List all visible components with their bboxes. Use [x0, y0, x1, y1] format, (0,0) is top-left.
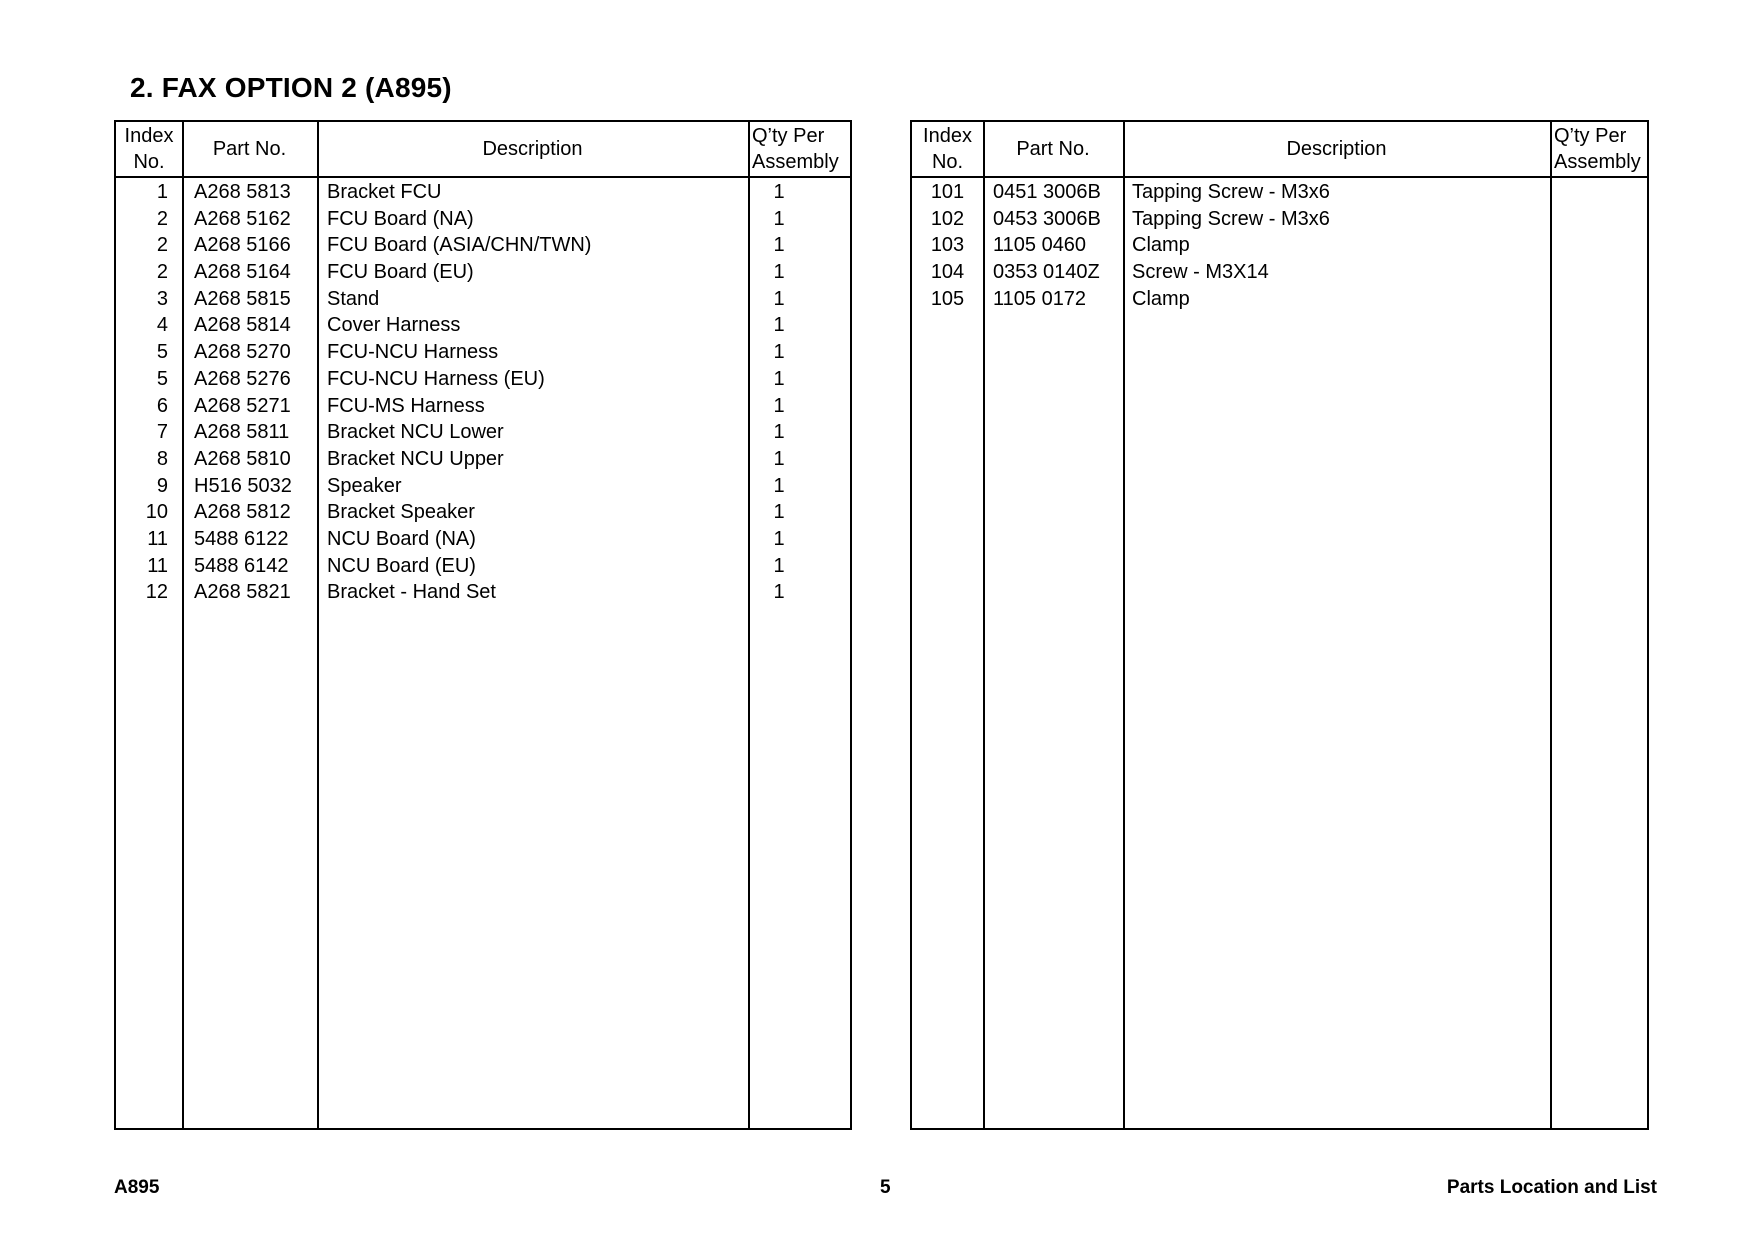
table-row [116, 473, 850, 500]
table-row [116, 446, 850, 473]
cell-description: Speaker [327, 474, 402, 497]
table-row [116, 393, 850, 420]
cell-index: 103 [930, 234, 965, 257]
cell-part-no: H516 5032 [194, 474, 292, 497]
cell-description: Bracket NCU Upper [327, 447, 504, 470]
cell-qty [1552, 286, 1647, 313]
cell-index: 104 [930, 261, 965, 284]
cell-index: 11 [147, 554, 168, 577]
cell-index: 11 [147, 527, 168, 550]
cell-index: 102 [930, 207, 965, 230]
header-part-no: Part No. [1016, 138, 1090, 160]
cell-index: 8 [156, 447, 168, 470]
cell-description: FCU-MS Harness [327, 394, 485, 417]
table-row [116, 206, 850, 233]
cell-description: NCU Board (NA) [327, 527, 476, 550]
cell-description: Clamp [1132, 287, 1190, 310]
cell-description: NCU Board (EU) [327, 554, 476, 577]
cell-description: Bracket - Hand Set [327, 581, 496, 604]
table-row [116, 366, 850, 393]
table-row [116, 232, 850, 259]
cell-part-no: A268 5270 [194, 341, 291, 364]
cell-description: Stand [327, 287, 380, 310]
cell-index: 1 [156, 181, 168, 203]
table-row [912, 179, 1647, 206]
footer-model: A895 [114, 1177, 160, 1198]
cell-description: Cover Harness [327, 314, 461, 337]
cell-qty [1552, 232, 1647, 259]
cell-description: Bracket NCU Lower [327, 421, 504, 444]
table-row [912, 259, 1647, 286]
cell-index: 2 [156, 261, 168, 284]
cell-qty: 1 [773, 527, 785, 550]
table-body-left [116, 179, 850, 606]
table-row [912, 206, 1647, 233]
cell-description: Screw - M3X14 [1132, 261, 1269, 284]
table-header [116, 122, 850, 178]
cell-description: FCU Board (ASIA/CHN/TWN) [327, 234, 592, 257]
cell-index: 7 [156, 421, 168, 444]
cell-description: Clamp [1132, 234, 1190, 257]
cell-part-no: 0353 0140Z [993, 261, 1100, 284]
cell-part-no: A268 5271 [194, 394, 291, 417]
table-row [116, 312, 850, 339]
cell-qty: 1 [773, 181, 785, 203]
cell-qty: 1 [773, 314, 785, 337]
cell-index: 3 [156, 287, 168, 310]
table-row [116, 579, 850, 606]
header-index: Index No. [923, 125, 972, 173]
cell-part-no: A268 5162 [194, 207, 291, 230]
cell-index: 101 [930, 181, 965, 203]
cell-index: 12 [145, 581, 168, 604]
cell-index: 2 [156, 207, 168, 230]
cell-description: Bracket FCU [327, 181, 442, 203]
cell-description: Bracket Speaker [327, 501, 475, 524]
cell-part-no: A268 5810 [194, 447, 291, 470]
parts-table-right [910, 120, 1649, 1130]
header-index: Index No. [124, 125, 174, 173]
cell-qty: 1 [773, 501, 785, 524]
table-row [116, 526, 850, 553]
cell-index: 4 [156, 314, 168, 337]
cell-qty: 1 [773, 341, 785, 364]
cell-part-no: A268 5276 [194, 367, 291, 390]
cell-part-no: A268 5814 [194, 314, 291, 337]
header-part-no: Part No. [212, 138, 287, 160]
cell-description: Tapping Screw - M3x6 [1132, 207, 1330, 230]
cell-description: FCU Board (NA) [327, 207, 474, 230]
cell-qty: 1 [773, 421, 785, 444]
cell-index: 105 [930, 287, 965, 310]
cell-qty: 1 [773, 447, 785, 470]
cell-qty: 1 [773, 261, 785, 284]
table-header [912, 122, 1647, 178]
cell-part-no: A268 5813 [194, 181, 291, 203]
cell-part-no: 0453 3006B [993, 207, 1101, 230]
table-row [116, 179, 850, 206]
cell-index: 5 [156, 341, 168, 364]
cell-qty [1552, 259, 1647, 286]
cell-index: 5 [156, 367, 168, 390]
cell-description: FCU-NCU Harness [327, 341, 499, 364]
table-body-right [912, 179, 1647, 312]
table-row [116, 419, 850, 446]
cell-part-no: A268 5164 [194, 261, 291, 284]
cell-part-no: 0451 3006B [993, 181, 1101, 203]
header-qty: Q’ty Per Assembly [752, 125, 839, 173]
table-row [116, 499, 850, 526]
cell-part-no: A268 5821 [194, 581, 291, 604]
cell-qty [1552, 179, 1647, 206]
cell-description: FCU Board (EU) [327, 261, 474, 284]
cell-part-no: 1105 0460 [993, 234, 1087, 257]
cell-index: 2 [156, 234, 168, 257]
cell-index: 9 [156, 474, 168, 497]
cell-qty: 1 [773, 474, 785, 497]
table-row [912, 286, 1647, 313]
table-row [116, 286, 850, 313]
header-description: Description [1286, 138, 1387, 160]
cell-qty: 1 [773, 394, 785, 417]
header-description: Description [482, 138, 583, 160]
page-title: 2. FAX OPTION 2 (A895) [130, 72, 452, 103]
cell-description: Tapping Screw - M3x6 [1132, 181, 1330, 203]
cell-part-no: A268 5815 [194, 287, 291, 310]
table-row [116, 553, 850, 580]
cell-qty: 1 [773, 234, 785, 257]
cell-part-no: A268 5811 [194, 421, 290, 444]
cell-description: FCU-NCU Harness (EU) [327, 367, 545, 390]
parts-table-left [114, 120, 852, 1130]
cell-qty: 1 [773, 554, 785, 577]
cell-qty: 1 [773, 367, 785, 390]
cell-part-no: 5488 6142 [194, 554, 289, 577]
table-row [116, 259, 850, 286]
cell-part-no: 5488 6122 [194, 527, 289, 550]
cell-part-no: 1105 0172 [993, 287, 1087, 310]
table-row [912, 232, 1647, 259]
header-qty: Q’ty Per Assembly [1554, 125, 1641, 173]
cell-qty [1552, 206, 1647, 233]
table-row [116, 339, 850, 366]
cell-part-no: A268 5166 [194, 234, 291, 257]
cell-index: 10 [145, 501, 168, 524]
footer-page-number: 5 [880, 1177, 891, 1198]
footer-section: Parts Location and List [1446, 1177, 1657, 1198]
cell-qty: 1 [773, 287, 785, 310]
cell-part-no: A268 5812 [194, 501, 291, 524]
cell-qty: 1 [773, 581, 785, 604]
cell-qty: 1 [773, 207, 785, 230]
cell-index: 6 [156, 394, 168, 417]
